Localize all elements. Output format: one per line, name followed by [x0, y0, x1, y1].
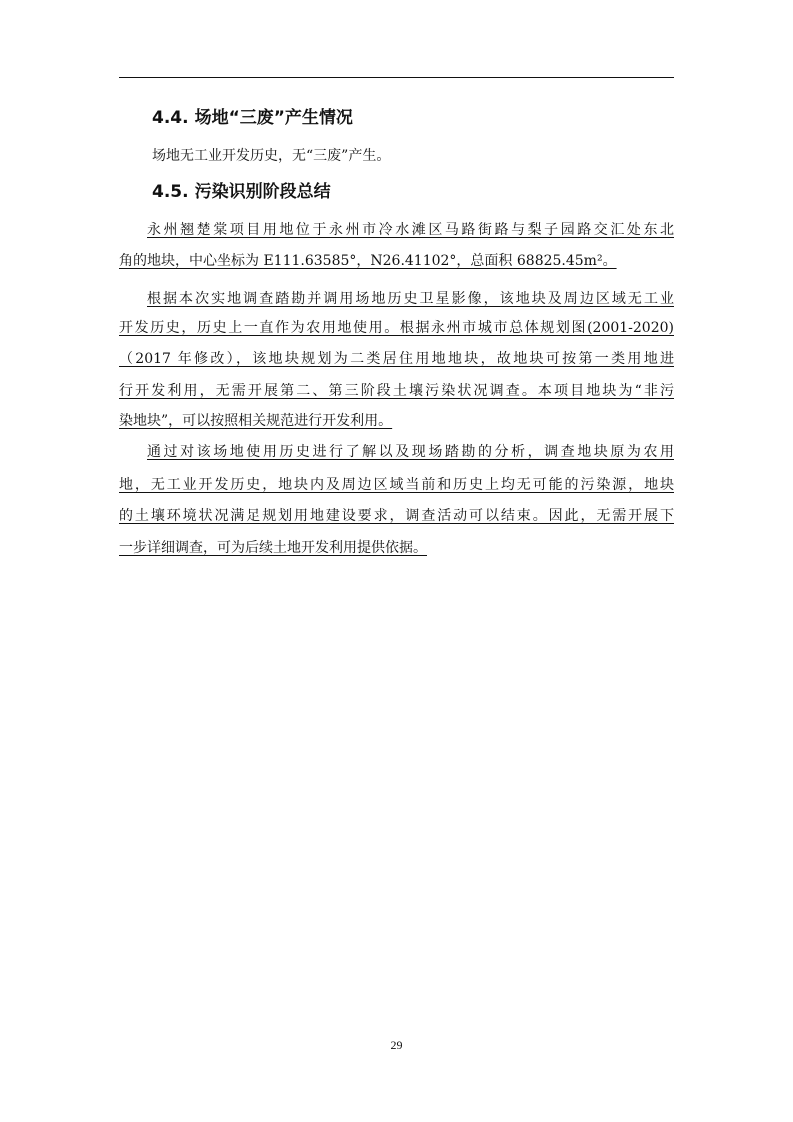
page-number: 29 [390, 1038, 403, 1052]
section-4-5-title: 污染识别阶段总结 [194, 182, 331, 202]
paragraph-2-line: 行开发利用，无需开展第二、第三阶段土壤污染状况调查。本项目地块为“非污 [119, 383, 674, 399]
paragraph-2-line: （2017 年修改），该地块规划为二类居住用地地块，故地块可按第一类用地进 [119, 351, 674, 367]
paragraph-2-line: 根据本次实地调查踏勘并调用场地历史卫星影像，该地块及周边区域无工业 [147, 291, 674, 307]
section-4-5-number: 4.5. [152, 182, 189, 202]
paragraph-1-line: 角的地块，中心坐标为 E111.63585°，N26.41102°，总面积 68825.45m²。 [119, 253, 617, 269]
paragraph-1-line: 永州翘楚棠项目用地位于永州市冷水滩区马路街路与梨子园路交汇处东北 [147, 222, 674, 238]
paragraph-3-line: 的土壤环境状况满足规划用地建设要求，调查活动可以结束。因此，无需开展下 [119, 508, 674, 524]
paragraph-3-line: 一步详细调查，可为后续土地开发利用提供依据。 [119, 540, 427, 556]
paragraph-2-line: 开发历史，历史上一直作为农用地使用。根据永州市城市总体规划图(2001-2020) [119, 320, 674, 336]
section-4-4-body: 场地无工业开发历史，无“三废”产生。 [152, 148, 391, 164]
paragraph-3-line: 地，无工业开发历史，地块内及周边区域当前和历史上均无可能的污染源，地块 [119, 477, 674, 493]
section-4-4-title: 场地“三废”产生情况 [194, 108, 353, 128]
paragraph-3-line: 通过对该场地使用历史进行了解以及现场踏勘的分析，调查地块原为农用 [147, 444, 674, 460]
section-4-4-number: 4.4. [152, 108, 189, 128]
section-4-5-heading [152, 181, 331, 203]
paragraph-2-line: 染地块”，可以按照相关规范进行开发利用。 [119, 413, 393, 429]
header-rule [119, 77, 674, 78]
section-4-4-heading [152, 107, 353, 129]
